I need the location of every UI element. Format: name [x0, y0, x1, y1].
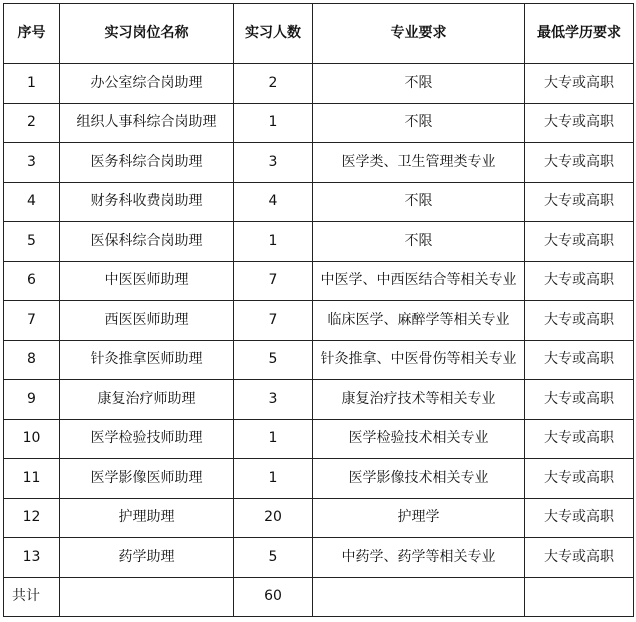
cell-major: 护理学: [313, 498, 525, 538]
cell-count: 1: [234, 459, 313, 499]
cell-position: 医保科综合岗助理: [60, 222, 234, 262]
cell-count: 4: [234, 182, 313, 222]
cell-major: 针灸推拿、中医骨伤等相关专业: [313, 340, 525, 380]
total-label: 共计: [4, 577, 60, 616]
cell-education: 大专或高职: [525, 182, 634, 222]
cell-count: 1: [234, 419, 313, 459]
cell-seq: 7: [4, 301, 60, 341]
cell-seq: 1: [4, 64, 60, 104]
cell-major: 医学检验技术相关专业: [313, 419, 525, 459]
cell-count: 7: [234, 261, 313, 301]
cell-seq: 8: [4, 340, 60, 380]
table-row: [4, 340, 634, 380]
cell-education: 大专或高职: [525, 103, 634, 143]
table-row: [4, 498, 634, 538]
cell-education: 大专或高职: [525, 64, 634, 104]
cell-major: 不限: [313, 103, 525, 143]
cell-major: 医学类、卫生管理类专业: [313, 143, 525, 183]
cell-count: 3: [234, 380, 313, 420]
cell-major: 中药学、药学等相关专业: [313, 538, 525, 578]
cell-education: 大专或高职: [525, 261, 634, 301]
cell-position: 医学影像医师助理: [60, 459, 234, 499]
header-count: 实习人数: [234, 4, 313, 64]
table-row: [4, 301, 634, 341]
cell-education: 大专或高职: [525, 143, 634, 183]
table-row: [4, 64, 634, 104]
cell-education: 大专或高职: [525, 340, 634, 380]
cell-count: 3: [234, 143, 313, 183]
cell-position: 康复治疗师助理: [60, 380, 234, 420]
cell-major: 医学影像技术相关专业: [313, 459, 525, 499]
cell-education: 大专或高职: [525, 498, 634, 538]
cell-position: 医学检验技师助理: [60, 419, 234, 459]
table-row: [4, 459, 634, 499]
cell-major: 不限: [313, 64, 525, 104]
table-header: [4, 4, 634, 64]
total-empty-major: [313, 577, 525, 616]
header-education: 最低学历要求: [525, 4, 634, 64]
cell-major: 不限: [313, 182, 525, 222]
cell-count: 1: [234, 103, 313, 143]
cell-seq: 5: [4, 222, 60, 262]
total-empty-education: [525, 577, 634, 616]
cell-count: 1: [234, 222, 313, 262]
cell-seq: 9: [4, 380, 60, 420]
table-footer: [4, 577, 634, 616]
table-row: [4, 182, 634, 222]
header-row: [4, 4, 634, 64]
cell-position: 财务科收费岗助理: [60, 182, 234, 222]
cell-position: 组织人事科综合岗助理: [60, 103, 234, 143]
table-row: [4, 538, 634, 578]
cell-seq: 12: [4, 498, 60, 538]
internship-table: [3, 3, 634, 617]
cell-education: 大专或高职: [525, 301, 634, 341]
total-row: [4, 577, 634, 616]
cell-education: 大专或高职: [525, 222, 634, 262]
cell-count: 5: [234, 538, 313, 578]
cell-seq: 6: [4, 261, 60, 301]
header-major: 专业要求: [313, 4, 525, 64]
total-empty-position: [60, 577, 234, 616]
table-row: [4, 261, 634, 301]
cell-position: 办公室综合岗助理: [60, 64, 234, 104]
cell-seq: 2: [4, 103, 60, 143]
cell-seq: 13: [4, 538, 60, 578]
cell-count: 2: [234, 64, 313, 104]
cell-seq: 10: [4, 419, 60, 459]
cell-position: 医务科综合岗助理: [60, 143, 234, 183]
cell-seq: 4: [4, 182, 60, 222]
table-body: [4, 64, 634, 578]
cell-count: 5: [234, 340, 313, 380]
cell-education: 大专或高职: [525, 459, 634, 499]
cell-count: 20: [234, 498, 313, 538]
cell-position: 药学助理: [60, 538, 234, 578]
table-row: [4, 222, 634, 262]
cell-education: 大专或高职: [525, 380, 634, 420]
table-row: [4, 143, 634, 183]
total-count: 60: [234, 577, 313, 616]
cell-education: 大专或高职: [525, 538, 634, 578]
cell-position: 西医医师助理: [60, 301, 234, 341]
cell-position: 针灸推拿医师助理: [60, 340, 234, 380]
cell-count: 7: [234, 301, 313, 341]
cell-major: 临床医学、麻醉学等相关专业: [313, 301, 525, 341]
cell-seq: 11: [4, 459, 60, 499]
table-row: [4, 380, 634, 420]
cell-position: 中医医师助理: [60, 261, 234, 301]
cell-education: 大专或高职: [525, 419, 634, 459]
cell-major: 不限: [313, 222, 525, 262]
table-row: [4, 103, 634, 143]
header-seq: 序号: [4, 4, 60, 64]
cell-major: 中医学、中西医结合等相关专业: [313, 261, 525, 301]
cell-major: 康复治疗技术等相关专业: [313, 380, 525, 420]
header-position: 实习岗位名称: [60, 4, 234, 64]
cell-seq: 3: [4, 143, 60, 183]
table-row: [4, 419, 634, 459]
cell-position: 护理助理: [60, 498, 234, 538]
